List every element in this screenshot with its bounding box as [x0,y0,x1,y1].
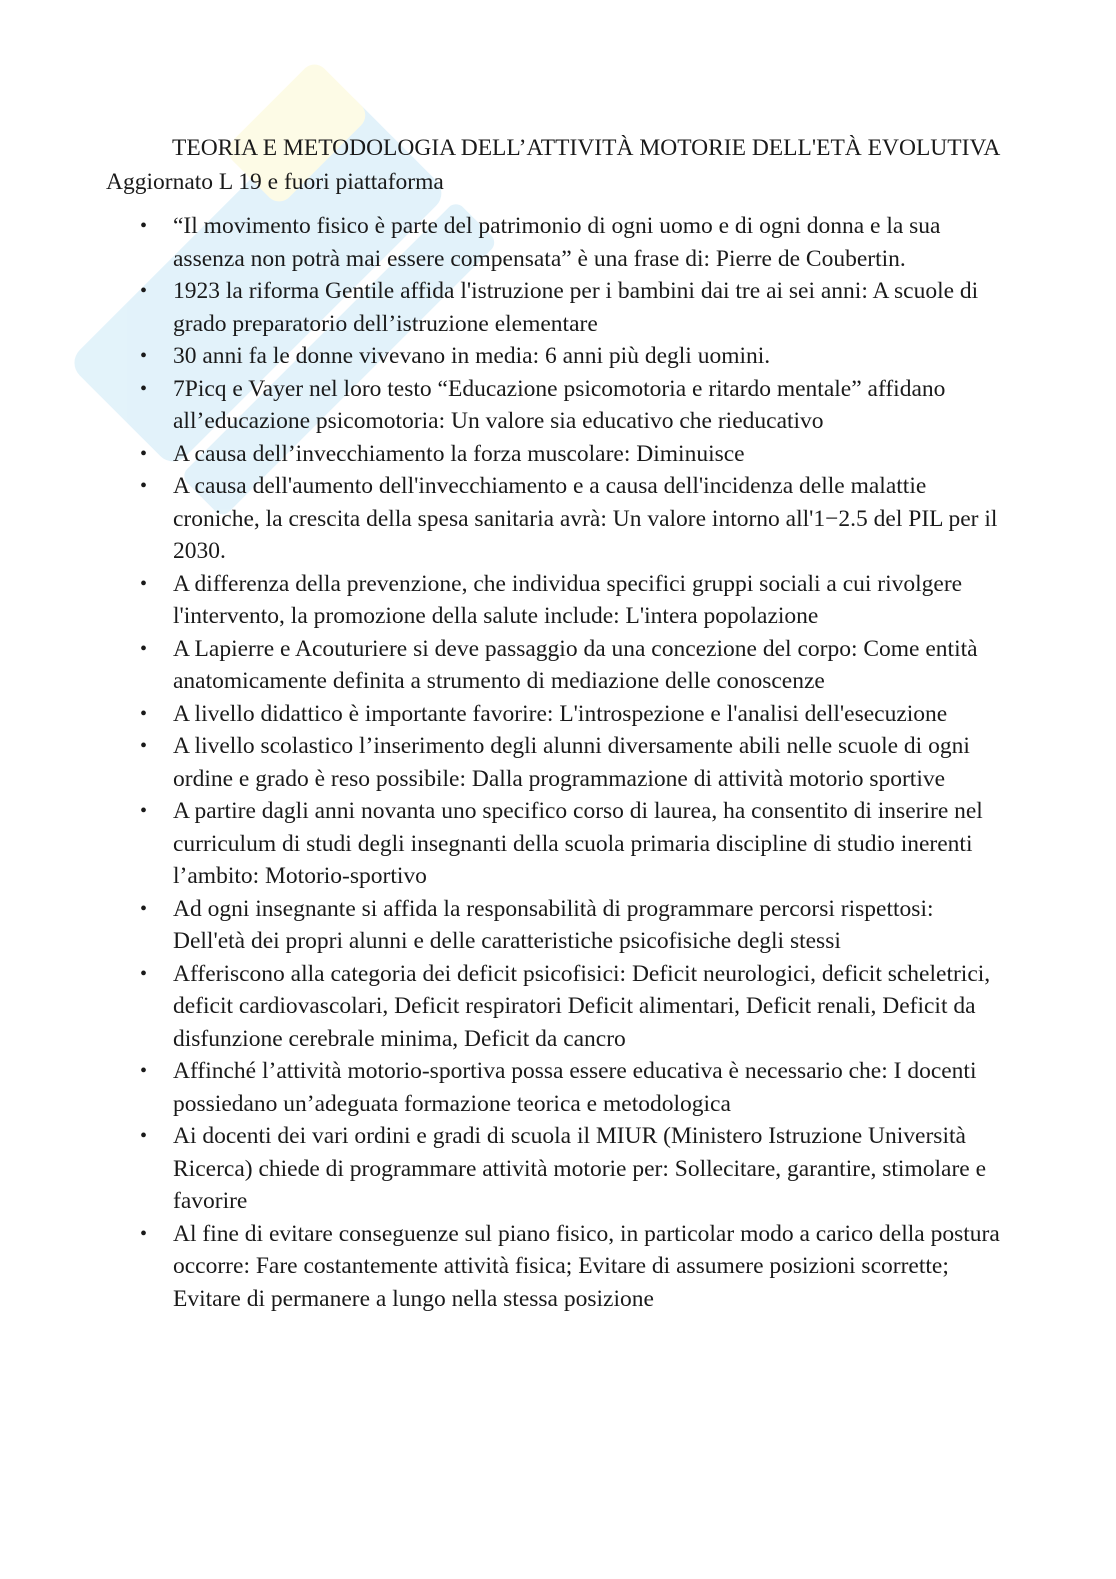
bullet-icon: • [140,1222,148,1245]
list-item-text: Ad ogni insegnante si affida la responsabilità di programmare percorsi rispettosi: Dell'età dei propri alunni e delle caratteristiche psicofisiche degli stessi [173,895,934,954]
list-item [106,958,1006,1056]
list-item-text: Affinché l’attività motorio-sportiva possa essere educativa è necessario che: I docenti possiedano un’adeguata formazione teorica e metodologica [173,1058,977,1117]
bullet-icon: • [140,1060,148,1082]
list-item-text: 1923 la riforma Gentile affida l'istruzione per i bambini dai tre ai sei anni: A scuole di grado preparatorio dell’istruzione elementare [173,278,979,337]
bullet-icon: • [140,800,148,822]
list-item-text: A differenza della prevenzione, che individua specifici gruppi sociali a cui rivolgere l'intervento, la promozione della salute include: L'intera popolazione [173,570,963,629]
list-item [106,438,1006,471]
list-item [106,275,1006,340]
list-item-text: “Il movimento fisico è parte del patrimonio di ogni uomo e di ogni donna e la sua assenza non potrà mai essere compensata” è una frase di: Pierre de Coubertin. [173,213,941,272]
list-item-text: Al fine di evitare conseguenze sul piano fisico, in particolar modo a carico della postura occorre: Fare costantemente attività fisica; Evitare di assumere posizioni scorrette; Evitare di permanere a lungo nella stessa posizione [173,1220,1000,1312]
bullet-icon: • [140,897,148,920]
list-item [106,373,1006,438]
list-item-text: Ai docenti dei vari ordini e gradi di scuola il MIUR (Ministero Istruzione Università Ricerca) chiede di programmare attività motorie per: Sollecitare, garantire, stimolare e favorire [173,1123,986,1214]
question-answer-list [106,210,1006,1315]
list-item-text: Afferiscono alla categoria dei deficit psicofisici: Deficit neurologici, deficit scheletrici, deficit cardiovascolari, Deficit respiratori Deficit alimentari, Deficit renali, Deficit da disfunzione cerebrale minima, Deficit da cancro [173,960,991,1052]
list-item-text: A causa dell'aumento dell'invecchiamento e a causa dell'incidenza delle malattie croniche, la crescita della spesa sanitaria avrà: Un valore intorno all'1−2.5 del PIL per il 2030. [173,473,998,564]
bullet-icon: • [140,735,148,757]
bullet-icon: • [140,377,148,400]
list-item [106,1120,1006,1218]
list-item-text: A livello didattico è importante favorire: L'introspezione e l'analisi dell'esecuzione [173,700,948,727]
list-item [106,1218,1006,1316]
list-item [106,1055,1006,1120]
bullet-icon: • [140,442,148,465]
document-title: TEORIA E METODOLOGIA DELL’ATTIVITÀ MOTORIE DELL'ETÀ EVOLUTIVA Aggiornato L 19 e fuori piattaforma [106,135,1000,195]
list-item [106,795,1006,893]
list-item-text: A Lapierre e Acouturiere si deve passaggio da una concezione del corpo: Come entità anatomicamente definita a strumento di mediazione delle conoscenze [173,635,978,694]
list-item [106,568,1006,633]
list-item-text: A livello scolastico l’inserimento degli alunni diversamente abili nelle scuole di ogni ordine e grado è reso possibile: Dalla programmazione di attività motorio sportive [173,733,970,792]
bullet-icon: • [140,475,148,497]
list-item [106,210,1006,275]
bullet-icon: • [140,215,148,237]
bullet-icon: • [140,572,148,595]
bullet-icon: • [140,1125,148,1147]
list-item-text: A causa dell’invecchiamento la forza muscolare: Diminuisce [173,440,745,467]
bullet-icon: • [140,280,148,302]
bullet-icon: • [140,637,148,660]
list-item [106,470,1006,568]
list-item-text: 30 anni fa le donne vivevano in media: 6 anni più degli uomini. [173,343,771,369]
list-item-text: A partire dagli anni novanta uno specifico corso di laurea, ha consentito di inserire nel curriculum di studi degli insegnanti della scuola primaria discipline di studio inerenti l’ambito: Motorio-sportivo [173,798,983,889]
bullet-icon: • [140,962,148,985]
list-item [106,698,1006,731]
list-item-text: 7Picq e Vayer nel loro testo “Educazione psicomotoria e ritardo mentale” affidano all’educazione psicomotoria: Un valore sia educativo che rieducativo [173,375,946,434]
list-item [106,633,1006,698]
bullet-icon: • [140,345,148,367]
list-item [106,893,1006,958]
list-item [106,730,1006,795]
bullet-icon: • [140,702,148,725]
list-item [106,340,1006,373]
